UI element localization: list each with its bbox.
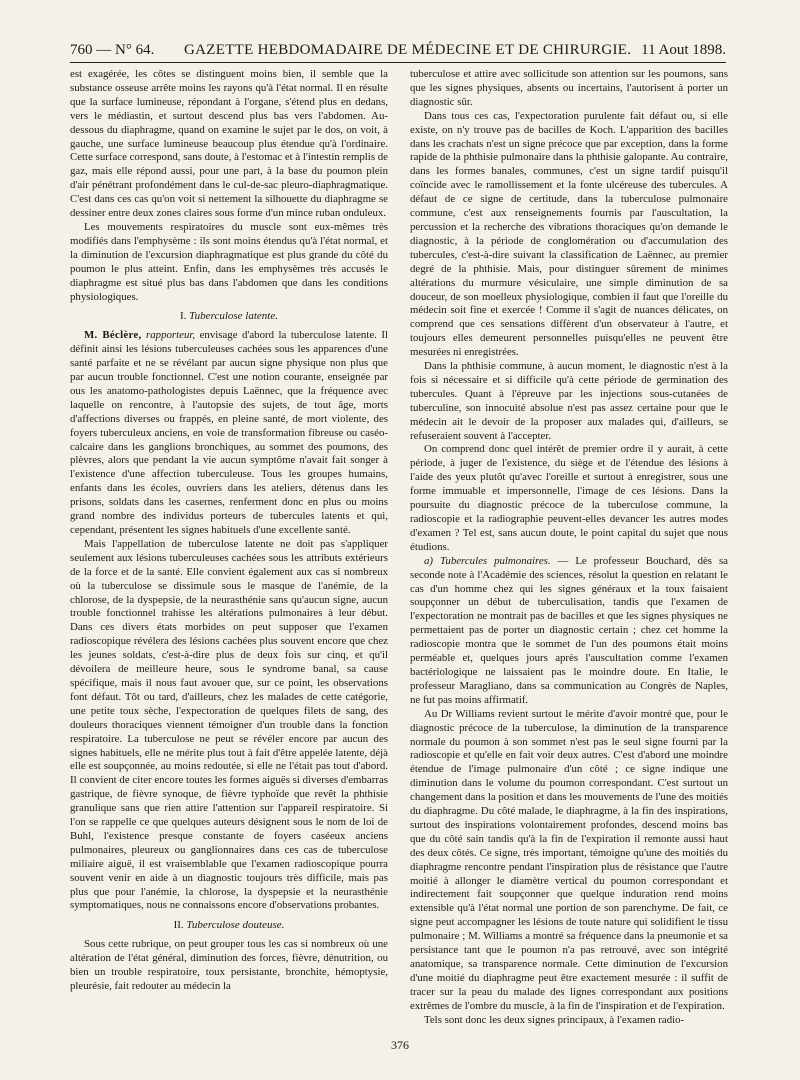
paragraph: Dans la phthisie commune, à aucun moment, le diagnostic n'est à la fois si nécessaire et si difficile qu'à cette période de germination des tubercules. Quant à l'épreuve par les injections sous-cutanées de tuberculine, son innocuité absolue n'est pas assez certaine pour que le médecin ait le devoir de la proposer aux malades qui, d'ailleurs, se refuseraient souvent à l'accepter. <box>410 360 728 442</box>
section-title: Tuberculose latente. <box>189 310 278 323</box>
issue-date: 11 Aout 1898. <box>641 42 726 58</box>
section-number: II. <box>173 919 184 932</box>
speaker-name: M. Béclère, <box>84 329 142 342</box>
paragraph: Au Dr Williams revient surtout le mérite d'avoir montré que, pour le diagnostic précoce de la tuberculose, la diminution de la transparence normale du poumon à son sommet n'est pas le seul signe fourni par la radioscopie et qu'elle en fait voir deux autres. C'est d'abord une moindre étendue de l'image pulmonaire d'un côté ; ce signe indique une diminution dans le volume du poumon correspondant. C'est surtout un changement dans la position et dans les mouvements de l'une des moitiés du diaphragme. Du côté malade, le diaphragme, à la fin des inspirations, surtout des inspirations volontairement profondes, descend moins bas que du côté sain tandis qu'à la fin de l'expiration il remonte aussi haut des deux côtés. Ce signe, très important, témoigne qu'une des moitiés du diaphragme rencontre pendant l'inspiration plus de résistance que l'autre moitié à allonger le diamètre vertical du poumon correspondant et indirectement fait soupçonner que quelque induration rend moins extensible qu'à l'état normal une portion de son parenchyme. De fait, ce signe peut accompagner les lésions de toute nature qui solidifient le tissu pulmonaire ; M. Williams a montré sa fréquence dans la pneumonie et sa persistance tant que le poumon n'a pas retrouvé, avec son intégrité anatomique, sa transparence normale. Cette diminution de l'excursion d'une moitié du diaphragme peut être exactement mesurée : il suffit de tracer sur la peau du malade des lignes correspondant aux positions extrêmes de l'ombre du muscle, à la fin de l'inspiration et de l'expiration. <box>410 707 728 1012</box>
section-number: I. <box>180 310 187 323</box>
paragraph-text: — Le professeur Bouchard, dès sa seconde note à l'Académie des sciences, résolut la question en relatant le cas d'un homme chez qui les signes généraux et la toux faisaient soupçonner un début de tuberculisation, tandis que l'examen de l'expectoration ne montrait pas de bacilles et que les signes physiques ne permettaient pas de porter un diagnostic certain ; chez cet homme la radioscopie montra que le sommet de l'un des poumons était moins perméable et, quelques jours après l'auscultation comme l'examen bactériologique ne laissaient pas le moindre doute. En Italie, le professeur Maragliano, dans sa communication au Congrès de Naples, ne fut pas moins affirmatif. <box>410 554 728 706</box>
section-title: Tuberculose douteuse. <box>186 919 285 932</box>
paragraph: tuberculose et attire avec sollicitude son attention sur les poumons, sans que les signes physiques, absents ou incertains, l'autorisent à porter un diagnostic sûr. <box>410 68 728 108</box>
paragraph: est exagérée, les côtes se distinguent moins bien, il semble que la substance osseuse arrête moins les rayons qu'à l'état normal. Il en résulte que la surface lumineuse, répondant à l'organe, s'étend plus en dedans, vers le médiastin, et surtout descend plus bas vers l'abdomen. Au-dessous du diaphragme, quand on examine le sujet par le dos, on voit, à gauche, une surface lumineuse beaucoup plus étendue qu'à l'ordinaire. Cette surface correspond, sans doute, à l'estomac et à l'intestin remplis de gaz, mais elle répond aussi, pour une part, à la base du poumon plein d'air pénétrant profondément dans le cul-de-sac pleuro-diaphragmatique. C'est dans ces cas qu'on voit si nettement la silhouette du diaphragme se dessiner entre deux zones claires sous forme d'un mince ruban onduleux. <box>70 68 388 220</box>
left-column <box>70 68 388 994</box>
paragraph-text: envisage d'abord la tuberculose latente. Il définit ainsi les lésions tuberculeuses cachées sous les apparences d'une santé parfaite et ne se révélant par aucun signe physique non plus que par aucun trouble fonctionnel. C'est une notion courante, enseignée par ous les anatomo-pathologistes depuis Laënnec, que la fréquence avec laquelle on rencontre, à l'autopsie des sujets, de tout âge, morts d'affections diverses ou frappés, en pleine santé, de mort violente, des foyers tuberculeux anciens, en voie de transformation fibreuse ou caséo-calcaire dans les ganglions bronchiques, au sommet des poumons, des plèvres, alors que pendant la vie aucun symptôme n'avait fait songer à l'existence d'une affection tuberculeuse. Tous les groupes humains, enfants dans les écoles, ouvriers dans les ateliers, détenus dans les prisons, soldats dans les casernes, renferment donc en plus ou moins grand nombre des individus porteurs de tubercules latents et qui, cependant, présentent les signes habituels d'une excellente santé. <box>70 329 388 536</box>
subsection-label: a) Tubercules pulmonaires. <box>424 554 551 567</box>
section-heading-doubtful <box>70 919 388 933</box>
paragraph: Tels sont donc les deux signes principaux, à l'examen radio- <box>424 1013 685 1026</box>
right-column <box>410 68 728 1028</box>
paragraph <box>410 555 728 708</box>
paragraph: Sous cette rubrique, on peut grouper tous les cas si nombreux où une altération de l'état général, diminution des forces, fièvre, dénutrition, ou bien un trouble respiratoire, toux persistante, bronchite, hémoptysie, pleurésie, fait redouter au médecin la <box>70 938 388 992</box>
section-heading-latent <box>70 310 388 324</box>
paragraph: Mais l'appellation de tuberculose latente ne doit pas s'appliquer seulement aux lésions tuberculeuses cachées sous les attributs extérieurs de la force et de la santé. Elle convient également aux cas si nombreux où la tuberculose se dissimule sous le masque de l'anémie, de la chlorose, de la dyspepsie, de la neurasthénie sans qu'aucun signe, aucun trouble fonctionnel trahisse les altérations pulmonaires à leur début. Dans ces divers états morbides on peut supposer que l'examen radioscopique révélera des lésions cachées plus souvent encore que chez les jeunes soldats, c'est-à-dire plus de deux fois sur cinq, et qu'il dévoilera de meilleure heure, sous le syndrome banal, sa cause spécifique, mais il nous faut avouer que, sur ce point, les observations font défaut. Tôt ou tard, d'ailleurs, chez les malades de cette catégorie, une petite toux sèche, l'expectoration de quelques filets de sang, des douleurs thoraciques viennent témoigner d'un trouble dans la fonction respiratoire. La tuberculose ne peut se révéler encore par aucun des signes habituels, elle ne mérite plus tout à fait d'être appelée latente, déjà elle est soupçonnée, au moins redoutée, si elle ne l'était pas tout d'abord. Il convient de citer encore toutes les formes aiguës si diverses d'embarras gastrique, de fièvre synoque, de fièvre typhoïde que revêt la phthisie granulique sans que rien attire l'attention sur l'appareil respiratoire. Si l'on se rappelle ce que quelques auteurs désignent sous le nom de loi de Buhl, l'existence presque constante de foyers caséeux anciens pulmonaires, pleureux ou ganglionnaires dans ces cas de tuberculose miliaire aiguë, il est vraisemblable que l'examen radioscopique pourra souvent venir en aide à un diagnostic toujours très difficile, mais pas plus que pour l'anémie, la chlorose, la dyspepsie et la neurasthénie symptomatiques, nous ne connaissons encore d'observations probantes. <box>70 537 388 912</box>
page-folio: 376 <box>391 1038 409 1052</box>
paragraph: Les mouvements respiratoires du muscle sont eux-mêmes très modifiés dans l'emphysème : ils sont moins étendus qu'à l'état normal, et la diminution de l'excursion diaphragmatique est plus grande du côté du poumon le plus atteint. Enfin, dans les emphysèmes très accusés le diaphragme est situé plus bas dans l'abdomen que dans les conditions physiologiques. <box>70 220 388 303</box>
running-header <box>70 38 726 63</box>
paragraph <box>70 329 388 538</box>
page-issue-number: 760 — N° 64. <box>70 42 155 58</box>
paragraph: On comprend donc quel intérêt de premier ordre il y aurait, à cette période, à juger de l'existence, du siège et de l'étendue des lésions à l'aide des yeux plutôt qu'avec l'oreille et surtout à enregistrer, sous une forme immuable et impersonnelle, l'image de ces lésions. Dans la poursuite du diagnostic précoce de la tuberculose commune, la radioscopie et la radiographie peuvent-elles devancer les autres modes d'examen ? Tel est, sans aucun doute, le point capital du sujet que nous étudions. <box>410 443 728 553</box>
journal-title: GAZETTE HEBDOMADAIRE DE MÉDECINE ET DE CHIRURGIE. <box>184 42 632 58</box>
paragraph: Dans tous ces cas, l'expectoration purulente fait défaut ou, si elle existe, on n'y trouve pas de bacilles de Koch. L'apparition des bacilles dans les crachats n'est un signe précoce que par exception, dans la forme rapide de la phthisie pulmonaire dans la phthisie galopante. Au contraire, dans les formes banales, communes, c'est un signe tardif puisqu'il coïncide avec le ramollissement et la fonte ulcéreuse des tubercules. A défaut de ce signe de certitude, dans la tuberculose pulmonaire commune, c'est aux renseignements fournis par l'auscultation, la percussion et la recherche des vibrations thoraciques qu'on demande le diagnostic, à la période de conglomération ou d'accumulation des tubercules, c'est-à-dire suivant la classification de Laënnec, au premier degré de la phthisie. Mais, pour distinguer sûrement de minimes altérations du murmure vésiculaire, une simple diminution de sa douceur, de son moelleux physiologique, combien il faut que l'oreille du médecin soit fine et exercée ! Comme il s'agit de nuances délicates, on comprend que ces sensations diffèrent d'un observateur à l'autre, et toujours elles demeurent personnelles puisqu'elles ne peuvent être mesurées ni enregistrées. <box>410 109 728 359</box>
speaker-role: rapporteur, <box>146 329 196 342</box>
